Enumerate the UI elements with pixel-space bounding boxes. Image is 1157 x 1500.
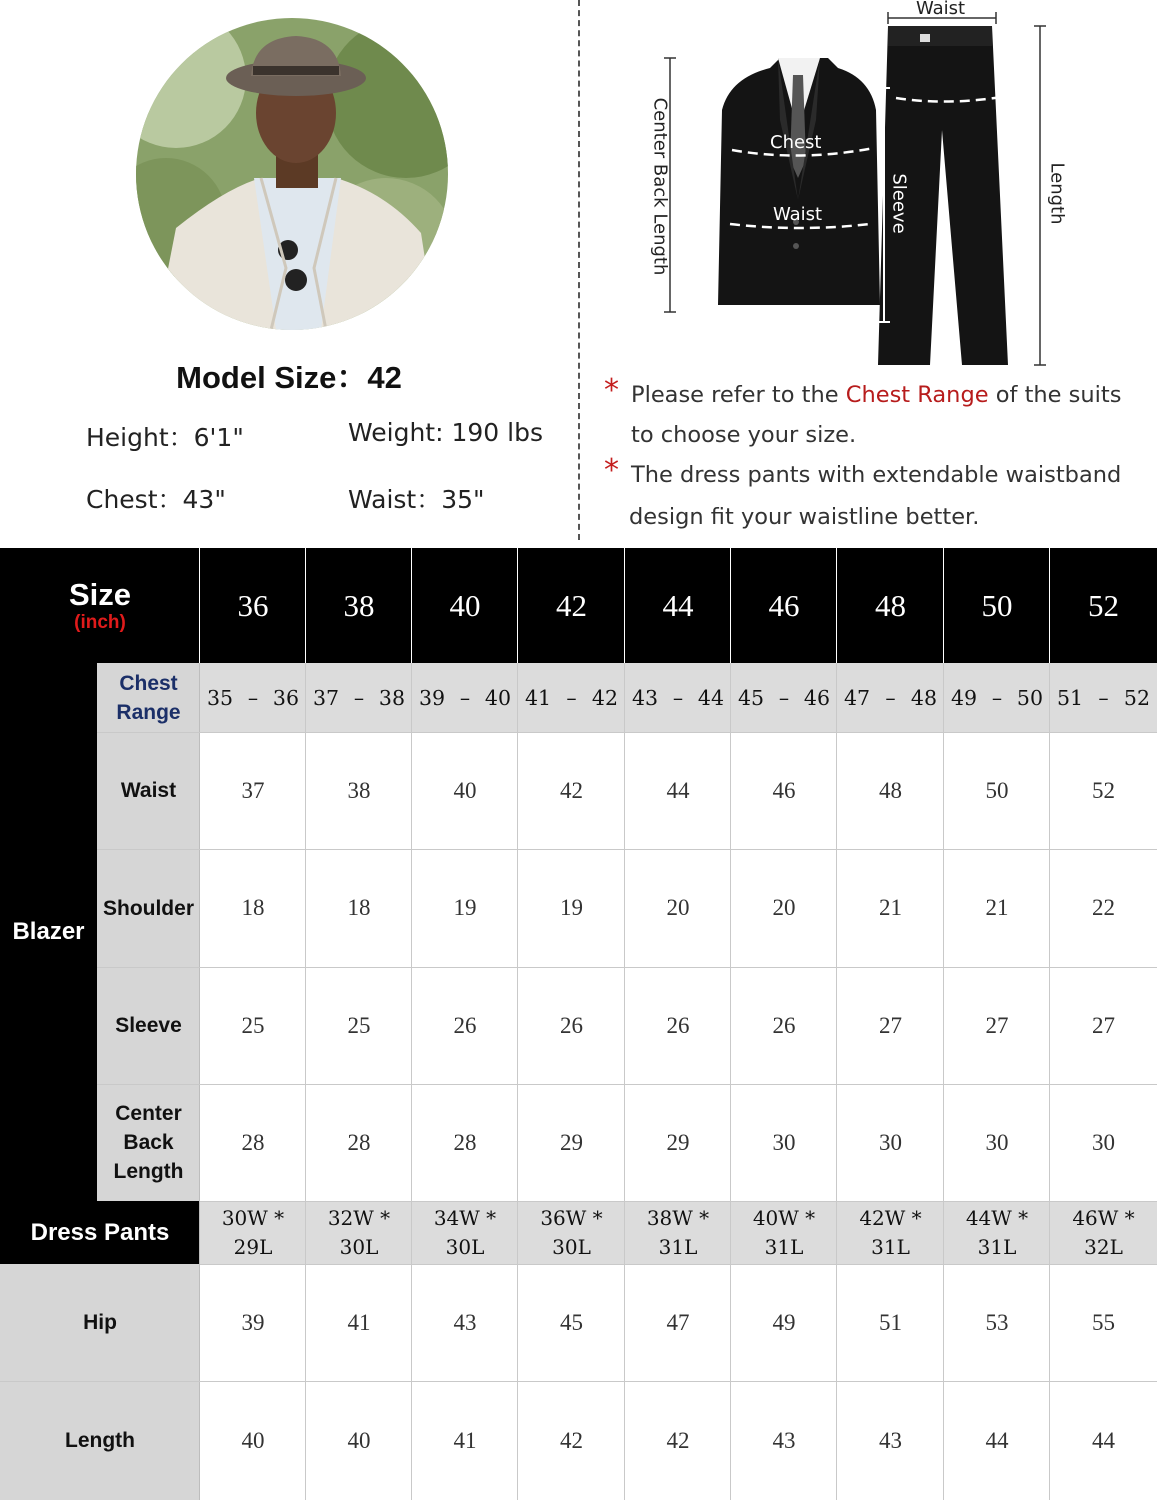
table-cell: 52: [1092, 777, 1115, 803]
table-cell: 21: [985, 895, 1009, 920]
pants-waist-size: 32W *: [327, 1205, 391, 1230]
table-cell: 18: [241, 895, 265, 920]
chest-range-max: 44: [697, 685, 724, 710]
table-cell: 44: [1092, 1427, 1115, 1453]
pants-size-cell: [625, 1201, 731, 1264]
pants-length-size: 30L: [552, 1234, 591, 1259]
chest-range-separator: –: [885, 685, 896, 710]
table-cell: 51: [879, 1309, 902, 1335]
grid-line: [624, 548, 625, 663]
size-column-header: 40: [412, 548, 518, 663]
chest-range-cell: [944, 663, 1050, 732]
measurement-diagram: [630, 0, 1070, 375]
table-cell: 37: [241, 777, 265, 803]
pants-waist-size: 36W *: [540, 1205, 603, 1230]
pants-size-cell: [306, 1201, 412, 1264]
pants-size-cell: [518, 1201, 625, 1264]
row-label-center-back-length: Center Back Length: [97, 1084, 200, 1201]
table-cell: 20: [772, 895, 796, 920]
pants-waist-size: 44W *: [965, 1205, 1029, 1230]
table-cell: 27: [985, 1012, 1009, 1038]
grid-line: [836, 663, 837, 1500]
note-text: The dress pants with extendable waistband: [631, 462, 1122, 488]
grid-line: [411, 663, 412, 1500]
table-cell: 26: [772, 1012, 796, 1038]
chest-range-max: 46: [803, 685, 830, 710]
grid-line: [624, 663, 625, 1500]
chest-range-separator: –: [459, 685, 471, 710]
size-column-header: 38: [306, 548, 412, 663]
pants-size-cell: [412, 1201, 518, 1264]
table-cell: 43: [772, 1427, 796, 1453]
row-label-chest-range: Chest Range: [97, 663, 200, 732]
pants-waist-size: 38W *: [646, 1205, 710, 1230]
model-weight: Weight: 190 lbs: [348, 418, 543, 447]
table-cell: 48: [879, 777, 902, 803]
size-guide-header: [0, 0, 1157, 548]
table-cell: 26: [666, 1012, 690, 1038]
pants-size-cell: [200, 1201, 306, 1264]
label-length: Length: [1046, 162, 1068, 225]
chest-range-separator: –: [566, 685, 577, 710]
blazer-group-label: Blazer: [0, 663, 97, 1201]
size-column-header: 42: [518, 548, 625, 663]
pants-size-cell: [731, 1201, 837, 1264]
pants-length-size: 31L: [977, 1234, 1017, 1259]
model-photo: [136, 18, 448, 330]
grid-line: [517, 663, 518, 1500]
table-cell: 40: [453, 777, 477, 803]
table-cell: 25: [241, 1012, 265, 1038]
note-star-icon: *: [604, 373, 619, 408]
table-cell: 42: [666, 1427, 690, 1453]
chest-range-max: 36: [272, 685, 299, 710]
size-header-cell: [0, 548, 200, 663]
section-divider: [578, 0, 580, 540]
table-cell: 26: [560, 1012, 583, 1038]
chest-range-max: 42: [591, 685, 618, 710]
model-size: [0, 352, 578, 397]
size-column-header: 44: [625, 548, 731, 663]
grid-line: [305, 548, 306, 663]
grid-line: [1049, 548, 1050, 663]
label-top-waist: Waist: [916, 0, 966, 19]
pants-size-cell: [1050, 1201, 1157, 1264]
grid-line: [517, 548, 518, 663]
table-cell: 40: [347, 1427, 371, 1453]
chest-range-cell: [625, 663, 731, 732]
note-star-icon: *: [604, 453, 619, 488]
table-cell: 21: [879, 895, 902, 920]
table-cell: 28: [241, 1129, 265, 1155]
grid-line: [411, 548, 412, 663]
table-cell: 40: [241, 1427, 265, 1453]
grid-line: [943, 663, 944, 1500]
table-cell: 29: [666, 1129, 690, 1155]
table-cell: 18: [347, 895, 371, 920]
grid-line: [1049, 663, 1050, 1500]
table-cell: 42: [560, 777, 583, 803]
dress-pants-group-label: Dress Pants: [0, 1201, 200, 1264]
grid-line: [97, 1084, 1157, 1085]
table-cell: 41: [453, 1427, 477, 1453]
pants-waist-size: 42W *: [859, 1205, 922, 1230]
note-text: design fit your waistline better.: [629, 504, 980, 530]
chest-range-min: 37: [313, 685, 340, 710]
pants-waist-size: 46W *: [1072, 1205, 1135, 1230]
chest-range-min: 51: [1057, 685, 1084, 710]
chest-range-cell: [731, 663, 837, 732]
table-cell: 30: [879, 1129, 902, 1155]
chest-range-cell: [837, 663, 944, 732]
table-cell: 26: [453, 1012, 477, 1038]
unit-label: (inch): [74, 611, 126, 633]
grid-line: [97, 967, 1157, 968]
table-cell: 19: [453, 895, 477, 920]
chest-range-separator: –: [778, 685, 790, 710]
note-highlight: Chest Range: [845, 382, 989, 408]
table-cell: 22: [1092, 895, 1115, 920]
pants-size-cell: [837, 1201, 944, 1264]
table-cell: 44: [666, 777, 690, 803]
pants-length-size: 31L: [764, 1234, 804, 1259]
table-cell: 27: [1092, 1012, 1115, 1038]
table-cell: 25: [347, 1012, 371, 1038]
chest-range-separator: –: [353, 685, 365, 710]
model-chest: Chest：43": [86, 485, 226, 514]
pants-size-cell: [944, 1201, 1050, 1264]
chest-range-min: 45: [738, 685, 765, 710]
chest-range-max: 50: [1016, 685, 1043, 710]
table-cell: 28: [453, 1129, 477, 1155]
chest-range-min: 47: [844, 685, 871, 710]
grid-line: [836, 548, 837, 663]
row-label-length: Length: [0, 1381, 200, 1500]
chest-range-min: 39: [419, 685, 446, 710]
table-cell: 30: [772, 1129, 796, 1155]
table-cell: 30: [1092, 1129, 1115, 1155]
table-cell: 28: [347, 1129, 371, 1155]
chest-range-separator: –: [1098, 685, 1109, 710]
chest-range-min: 35: [207, 685, 234, 710]
size-column-header: 46: [731, 548, 837, 663]
chest-range-max: 38: [378, 685, 405, 710]
pants-length-size: 32L: [1084, 1234, 1123, 1259]
pants-length-size: 29L: [233, 1234, 273, 1259]
grid-line: [730, 548, 731, 663]
table-cell: 29: [560, 1129, 583, 1155]
grid-line: [97, 732, 1157, 733]
pants-length-size: 30L: [445, 1234, 485, 1259]
label-sleeve: Sleeve: [888, 173, 910, 234]
chest-range-separator: –: [672, 685, 684, 710]
grid-line: [305, 663, 306, 1500]
chest-range-min: 49: [951, 685, 978, 710]
pants-waist-size: 34W *: [433, 1205, 497, 1230]
chest-range-cell: [518, 663, 625, 732]
grid-line: [199, 663, 200, 1500]
table-cell: 53: [985, 1309, 1009, 1335]
table-cell: 43: [879, 1427, 902, 1453]
note-text: Please refer to the: [631, 382, 846, 408]
pants-length-size: 31L: [871, 1234, 910, 1259]
note-text: to choose your size.: [631, 422, 857, 448]
grid-line: [200, 1264, 1157, 1265]
grid-line: [200, 1201, 1157, 1202]
chest-range-cell: [412, 663, 518, 732]
size-column-header: 36: [200, 548, 306, 663]
size-column-header: 48: [837, 548, 944, 663]
table-cell: 43: [453, 1309, 477, 1335]
chest-range-min: 43: [632, 685, 659, 710]
chest-range-cell: [200, 663, 306, 732]
grid-line: [199, 548, 200, 663]
table-cell: 41: [347, 1309, 371, 1335]
table-cell: 50: [985, 777, 1009, 803]
chest-range-separator: –: [991, 685, 1003, 710]
row-label-shoulder: Shoulder: [97, 849, 200, 967]
table-cell: 44: [985, 1427, 1009, 1453]
table-cell: 19: [560, 895, 583, 920]
row-label-waist: Waist: [97, 732, 200, 849]
size-column-header: 50: [944, 548, 1050, 663]
chest-range-cell: [306, 663, 412, 732]
table-cell: 55: [1092, 1309, 1115, 1335]
table-cell: 27: [879, 1012, 902, 1038]
chest-range-min: 41: [525, 685, 552, 710]
note-text: of the suits: [988, 382, 1122, 408]
model-size-label: Model Size：: [176, 360, 368, 395]
size-header-label: Size: [68, 576, 132, 612]
pants-length-size: 30L: [339, 1234, 379, 1259]
model-height: Height：6'1": [86, 423, 244, 452]
table-cell: 45: [560, 1309, 583, 1335]
label-waist: Waist: [773, 204, 823, 225]
model-size-value: 42: [367, 360, 402, 395]
chest-range-cell: [1050, 663, 1157, 732]
size-chart-table: [0, 548, 1157, 1500]
grid-line: [0, 1381, 1157, 1382]
chest-range-max: 40: [484, 685, 511, 710]
table-cell: 47: [666, 1309, 690, 1335]
table-cell: 49: [772, 1309, 796, 1335]
label-chest: Chest: [770, 132, 822, 153]
table-cell: 30: [985, 1129, 1009, 1155]
size-column-header: 52: [1050, 548, 1157, 663]
pants-length-size: 31L: [658, 1234, 698, 1259]
row-label-hip: Hip: [0, 1264, 200, 1381]
grid-line: [730, 663, 731, 1500]
table-cell: 39: [241, 1309, 265, 1335]
label-center-back-length: Center Back Length: [649, 97, 671, 276]
pants-waist-size: 30W *: [221, 1205, 285, 1230]
model-waist: Waist：35": [348, 485, 485, 514]
chest-range-separator: –: [247, 685, 259, 710]
chest-range-max: 48: [910, 685, 937, 710]
table-cell: 38: [347, 777, 371, 803]
row-label-sleeve: Sleeve: [97, 967, 200, 1084]
table-cell: 46: [772, 777, 796, 803]
table-cell: 42: [560, 1427, 583, 1453]
table-cell: 20: [666, 895, 690, 920]
grid-line: [97, 849, 1157, 850]
grid-line: [943, 548, 944, 663]
pants-waist-size: 40W *: [752, 1205, 816, 1230]
chest-range-max: 52: [1123, 685, 1150, 710]
